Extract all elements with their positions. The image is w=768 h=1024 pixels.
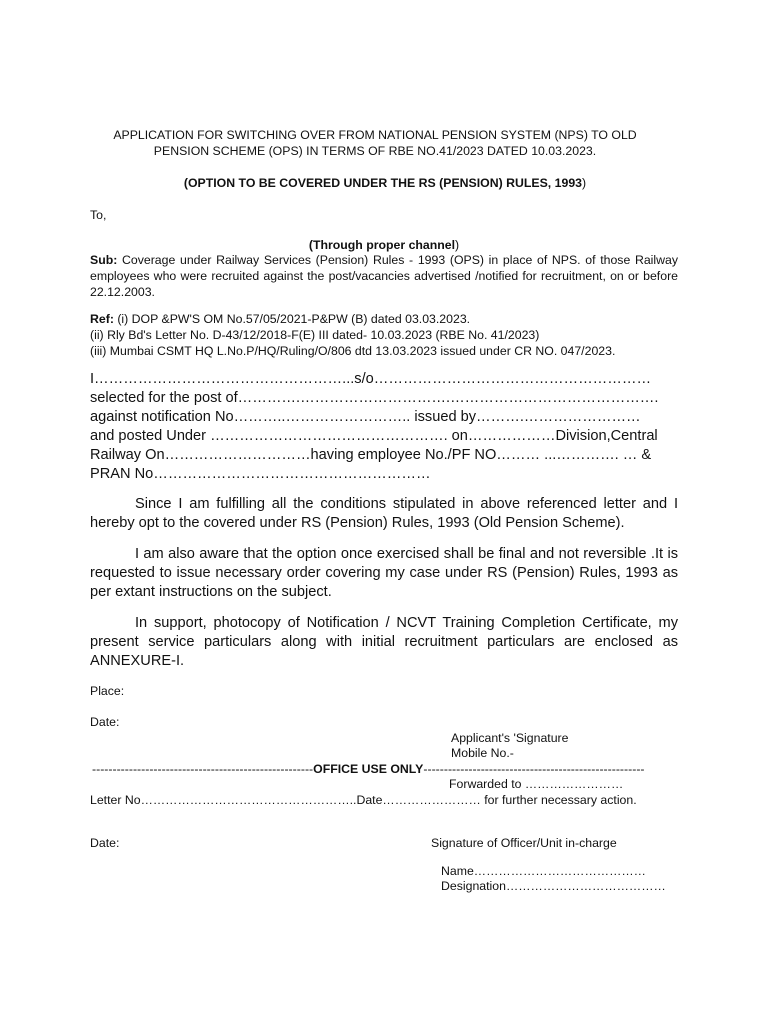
reference-1 — [90, 311, 615, 327]
subject — [90, 252, 678, 300]
office-use-divider — [92, 761, 678, 777]
officer-signature-label: Signature of Officer/Unit in-charge — [431, 836, 617, 850]
option-heading-bold: (OPTION TO BE COVERED UNDER THE RS (PENSION) RULES, 1993 — [183, 176, 582, 190]
officer-designation-line: Designation………………………………… — [441, 879, 666, 893]
subject-label: Sub: — [90, 253, 118, 267]
office-use-dashes-left: ------------------------------------------------------ — [92, 762, 314, 776]
reference-3: (iii) Mumbai CSMT HQ L.No.P/HQ/Ruling/O/806 dtd 13.03.2023 issued under CR NO. 047/2023. — [90, 344, 616, 358]
letter-number-line: Letter No……………………………………………..Date…………………… for further necessary action. — [90, 793, 637, 807]
reference-label: Ref: — [90, 312, 114, 326]
date-label: Date: — [90, 715, 120, 729]
form-line-pran-no[interactable]: PRAN No………………………………………………… — [90, 466, 431, 482]
office-date-label: Date: — [90, 836, 120, 850]
applicant-details-form — [90, 370, 658, 484]
document-title-line-2: PENSION SCHEME (OPS) IN TERMS OF RBE NO.41/2023 DATED 10.03.2023. — [153, 144, 597, 158]
through-channel-bold: (Through proper channel — [308, 238, 456, 252]
form-line-posted-under[interactable]: and posted Under …………………………………………. on………………Division,Central — [90, 428, 658, 444]
reference-2: (ii) Rly Bd's Letter No. D-43/12/2018-F(E) III dated- 10.03.2023 (RBE No. 41/2023) — [90, 328, 540, 342]
reference-1-text: (i) DOP &PW'S OM No.57/05/2021-P&PW (B) dated 03.03.2023. — [113, 312, 471, 326]
officer-name-line: Name…………………………………… — [441, 864, 646, 878]
applicant-signature-label: Applicant's 'Signature — [451, 731, 569, 745]
through-channel — [90, 237, 678, 253]
forwarded-to: Forwarded to …………………… — [449, 777, 624, 791]
form-line-notification[interactable]: against notification No………..…………………….. issued by……….…………………… — [90, 409, 641, 425]
paragraph-enclosures: In support, photocopy of Notification / NCVT Training Completion Certificate, my present service particulars along with initial recruitment particulars are enclosed as ANNEXURE-I. — [90, 615, 678, 669]
references — [90, 311, 615, 359]
through-channel-close: ) — [455, 238, 460, 252]
form-line-name[interactable]: I……………………………………………...s/o………………………………………………… — [90, 371, 652, 387]
paragraph-final-option: I am also aware that the option once exercised shall be final and not reversible .It is requested to issue necessary order covering my case under RS (Pension) Rules, 1993 as per extant instructions on the subject. — [90, 546, 678, 600]
form-line-post[interactable]: selected for the post of………….………………………….……………………………………. — [90, 390, 659, 406]
place-label: Place: — [90, 684, 125, 698]
office-use-label: OFFICE USE ONLY — [313, 762, 424, 776]
form-line-employee-no[interactable]: Railway On…………………………having employee No./PF NO……… ...…………. … & — [90, 447, 652, 463]
option-heading-close: ) — [582, 176, 587, 190]
office-use-dashes-right: ------------------------------------------------------ — [423, 762, 645, 776]
mobile-number-label: Mobile No.- — [451, 746, 514, 760]
document-title-line-1: APPLICATION FOR SWITCHING OVER FROM NATIONAL PENSION SYSTEM (NPS) TO OLD — [113, 128, 637, 142]
subject-text: Coverage under Railway Services (Pension) Rules - 1993 (OPS) in place of NPS. of those Railway employees who were recruited against the post/vacancies advertised /notified for recruitment, on or before 22.12.2003. — [90, 253, 678, 299]
option-heading — [60, 175, 710, 191]
addressee-to: To, — [90, 208, 107, 222]
paragraph-option: Since I am fulfilling all the conditions stipulated in above referenced letter and I hereby opt to the covered under RS (Pension) Rules, 1993 (Old Pension Scheme). — [90, 496, 678, 531]
